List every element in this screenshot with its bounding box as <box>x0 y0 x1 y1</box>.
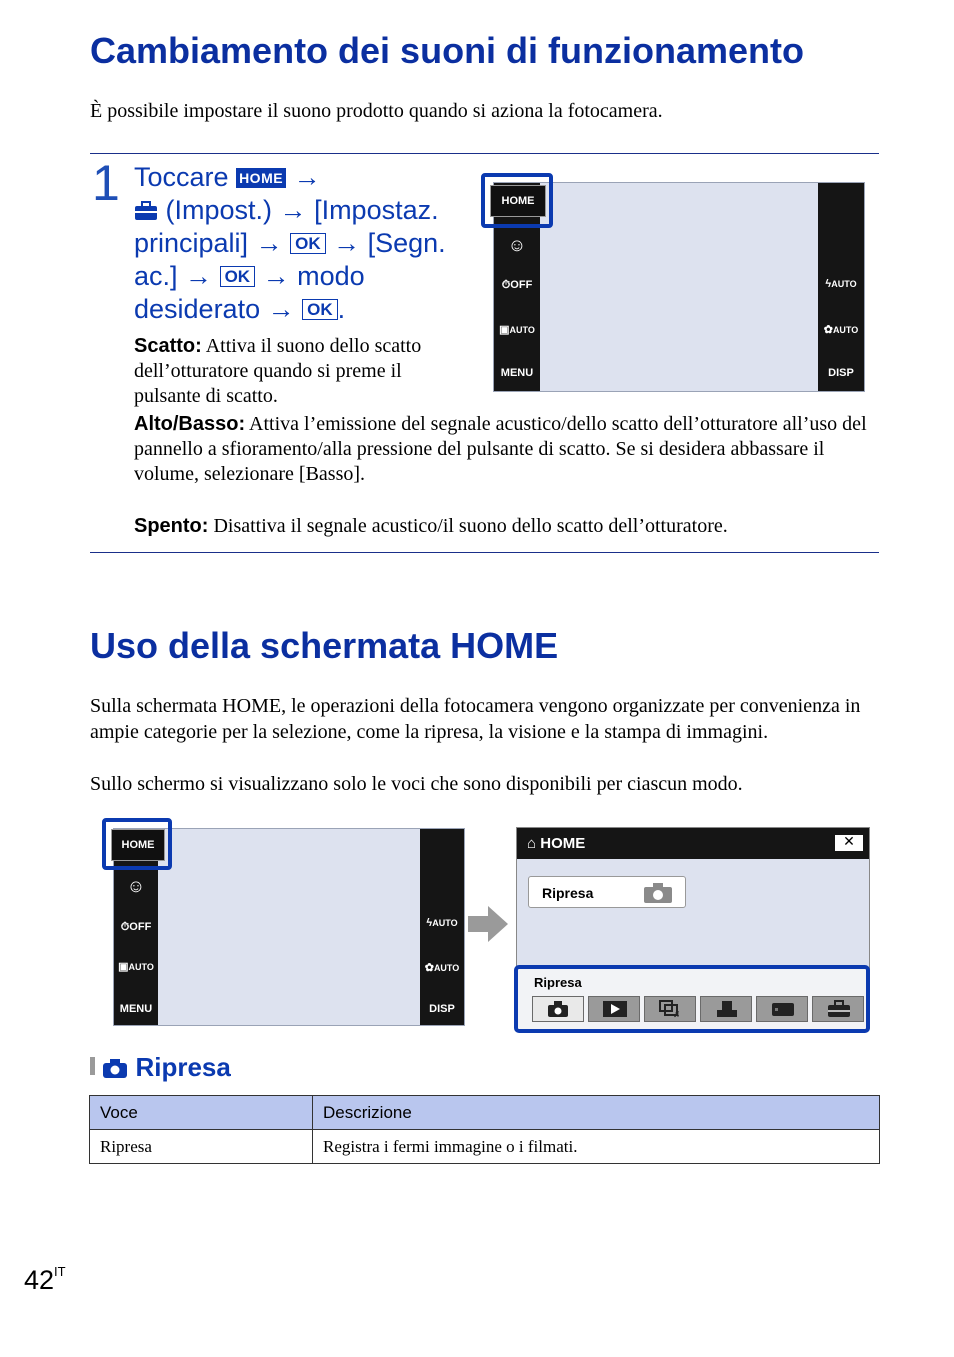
scene-auto-icon: ▣AUTO <box>118 961 154 973</box>
home-para-2: Sullo schermo si visualizzano solo le voci che sono disponibili per ciascun modo. <box>90 773 743 795</box>
ripresa-card[interactable]: Ripresa <box>528 876 686 908</box>
tab-play[interactable] <box>588 996 640 1022</box>
bottom-divider <box>90 552 879 553</box>
camera-icon <box>547 1000 569 1018</box>
ok-button-icon: OK <box>220 266 256 287</box>
svg-text:♫: ♫ <box>673 1009 681 1018</box>
toolbox-icon <box>134 201 158 221</box>
step-number: 1 <box>92 155 120 211</box>
home-para-1: Sulla schermata HOME, le operazioni della fotocamera vengono organizzate per convenienza in ampie categorie per la selezione, come la ripresa, la visione e la stampa di immagini. <box>90 695 861 743</box>
table-row <box>90 1130 880 1164</box>
column-header: Descrizione <box>313 1096 880 1130</box>
tab-memory[interactable] <box>756 996 808 1022</box>
option-scatto: Scatto: Attiva il suono dello scatto dell’otturatore quando si preme il pulsante di scatto. <box>134 335 422 407</box>
ripresa-heading: Ripresa <box>90 1052 231 1083</box>
menu-button[interactable]: MENU <box>119 1003 153 1015</box>
heading-marker <box>90 1057 95 1075</box>
flash-icon: ϟAUTO <box>426 917 458 929</box>
flash-icon: ϟAUTO <box>825 278 857 290</box>
tab-print[interactable] <box>700 996 752 1022</box>
scene-auto-icon: ▣AUTO <box>499 324 535 336</box>
home-button[interactable]: HOME <box>111 829 165 861</box>
section-title-suoni: Cambiamento dei suoni di funzionamento <box>90 30 805 71</box>
disp-button[interactable]: DISP <box>828 367 854 379</box>
smile-icon: ☺ <box>126 876 146 896</box>
tab-settings[interactable] <box>812 996 864 1022</box>
tab-multi[interactable] <box>644 996 696 1022</box>
step-instruction: Toccare HOME → (Impost.) → [Impostaz. principali] → OK → [Segn. ac.] → OK → modo desiderato → OK . <box>134 162 446 324</box>
category-tabs <box>514 965 870 1033</box>
macro-icon: ✿AUTO <box>424 962 460 974</box>
intro-text: È possibile impostare il suono prodotto quando si aziona la fotocamera. <box>90 100 663 122</box>
home-button[interactable]: HOME <box>490 185 546 217</box>
option-alto-basso: Alto/Basso: Attiva l’emissione del segnale acustico/dello scatto dell’otturatore all’uso del pannello a sfioramento/alla pressione del pulsante di scatto. Se si desidera abbassare il volume, selezionare [Basso]. <box>134 413 867 485</box>
ok-button-icon: OK <box>290 233 326 254</box>
home-title-bar: ⌂ HOME <box>517 828 869 859</box>
ok-button-icon: OK <box>302 299 338 320</box>
self-timer-icon: ⏱OFF <box>120 921 152 933</box>
column-header: Voce <box>90 1096 313 1130</box>
section-title-home: Uso della schermata HOME <box>90 625 559 666</box>
self-timer-icon: ⏱OFF <box>501 279 533 291</box>
disp-button[interactable]: DISP <box>429 1003 455 1015</box>
house-icon: ⌂ <box>527 835 537 852</box>
tab-camera[interactable] <box>532 996 584 1022</box>
ripresa-table <box>89 1095 880 1164</box>
step-t1: Toccare <box>134 162 229 192</box>
play-icon <box>603 1000 627 1018</box>
smile-icon: ☺ <box>507 235 527 255</box>
close-button[interactable]: ✕ <box>835 835 863 851</box>
menu-button[interactable]: MENU <box>500 367 534 379</box>
option-spento: Spento: Disattiva il segnale acustico/il suono dello scatto dell’otturatore. <box>134 515 728 537</box>
tabs-label: Ripresa <box>534 975 582 990</box>
print-icon <box>715 1000 739 1018</box>
table-cell: Registra i fermi immagine o i filmati. <box>313 1130 880 1164</box>
camera-icon <box>102 1057 128 1079</box>
home-chip-icon: HOME <box>236 168 286 188</box>
top-divider <box>90 153 879 154</box>
memory-icon <box>771 1000 795 1018</box>
multi-frame-icon <box>659 1000 683 1018</box>
page-number: $42^{IT}$ <box>24 1264 66 1295</box>
camera-icon <box>643 882 673 904</box>
table-cell: Ripresa <box>90 1130 313 1164</box>
arrow-right-icon <box>468 904 510 944</box>
macro-icon: ✿AUTO <box>823 324 859 336</box>
toolbox-icon <box>827 1000 851 1018</box>
